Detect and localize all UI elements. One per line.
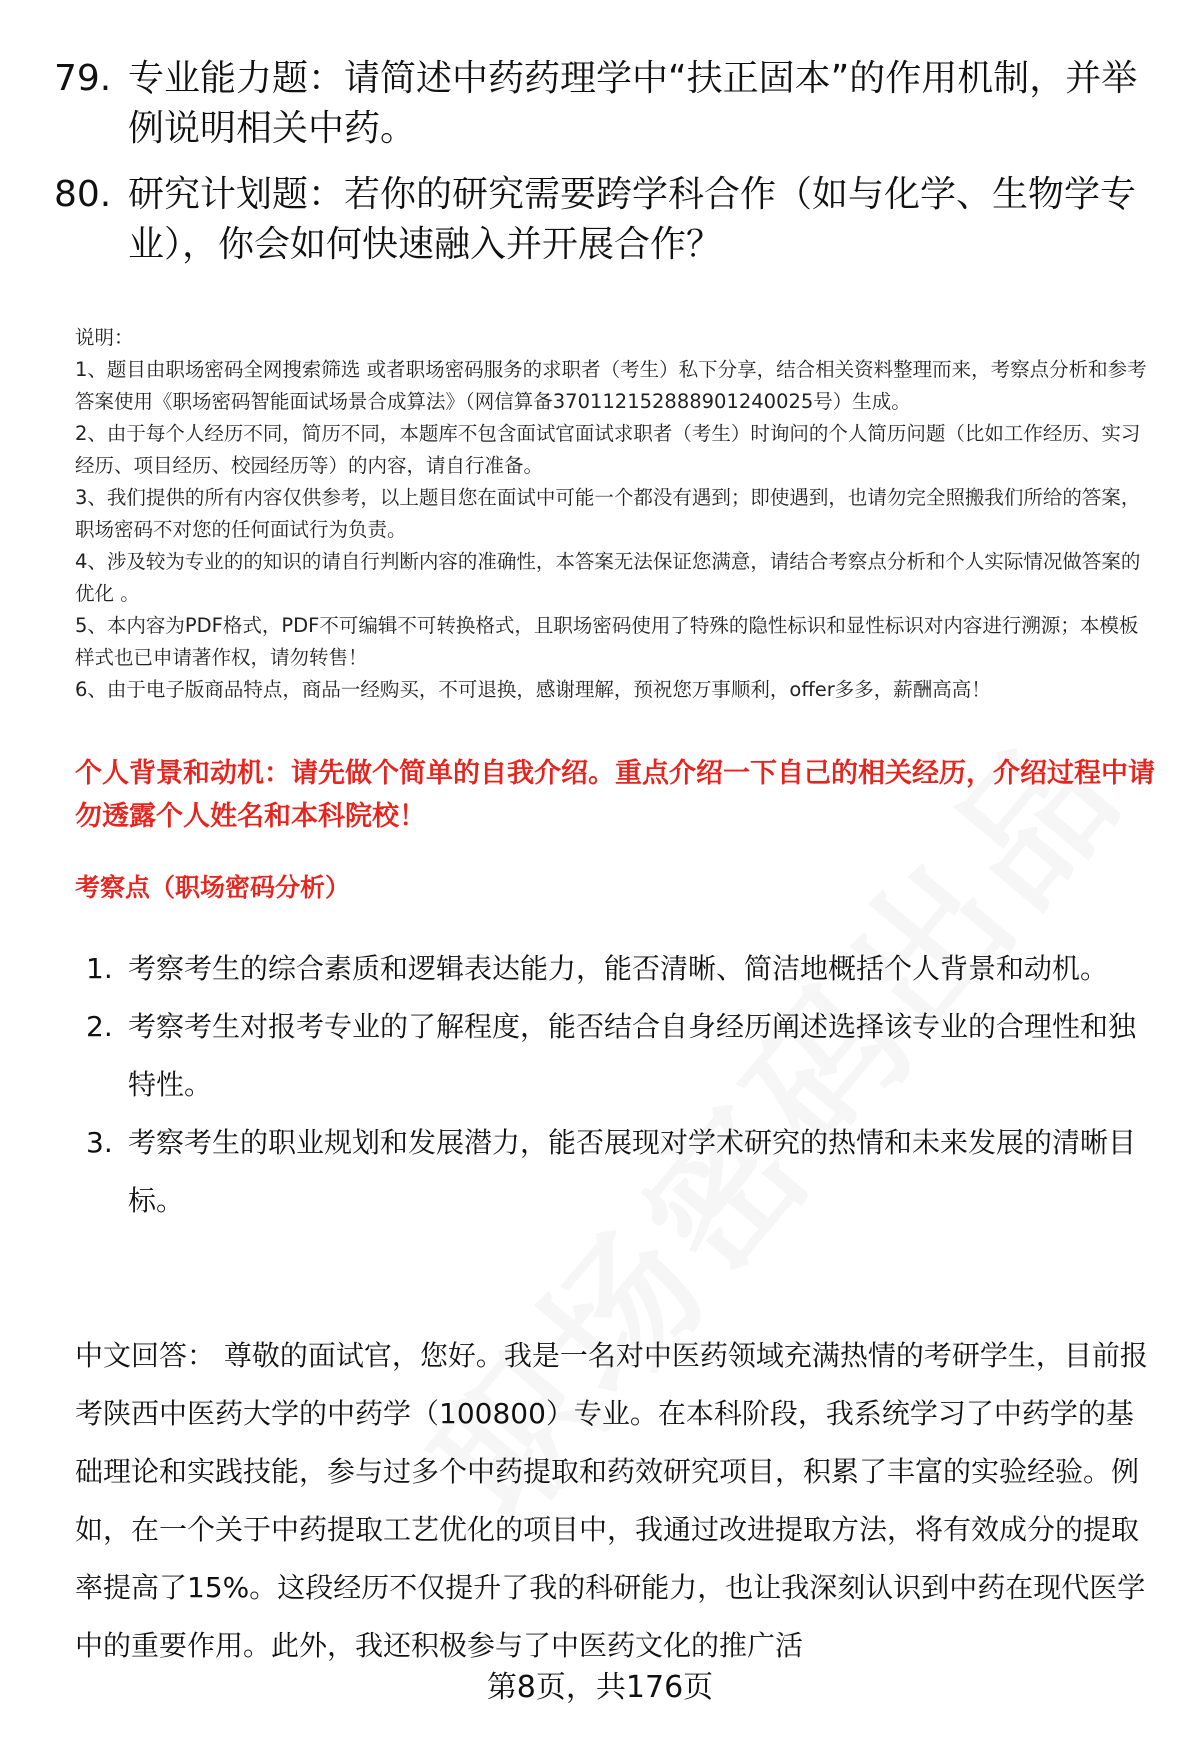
note-item: 6、由于电子版商品特点，商品一经购买，不可退换，感谢理解，预祝您万事顺利，offer多多，薪酬高高！	[75, 678, 991, 701]
question-number: 80.	[54, 174, 112, 215]
point-text: 考察考生对报考专业的了解程度，能否结合自身经历阐述选择该专业的合理性和独特性。	[128, 1010, 1137, 1101]
point-text: 考察考生的职业规划和发展潜力，能否展现对学术研究的热情和未来发展的清晰目标。	[128, 1126, 1137, 1217]
answer-text: 中文回答： 尊敬的面试官，您好。我是一名对中医药领域充满热情的考研学生，目前报考陕西中医药大学的中药学（100800）专业。在本科阶段，我系统学习了中药学的基础理论和实践技能，参与过多个中药提取和药效研究项目，积累了丰富的实验经验。例如，在一个关于中药提取工艺优化的项目中，我通过改进提取方法，将有效成分的提取率提高了15%。这段经历不仅提升了我的科研能力，也让我深刻认识到中药在现代医学中的重要作用。此外，我还积极参与了中医药文化的推广活	[75, 1339, 1148, 1662]
point-text: 考察考生的综合素质和逻辑表达能力，能否清晰、简洁地概括个人背景和动机。	[128, 952, 1109, 985]
analysis-point	[86, 998, 1146, 1114]
question-80	[54, 170, 1144, 270]
note-item: 5、本内容为PDF格式，PDF不可编辑不可转换格式，且职场密码使用了特殊的隐性标识和显性标识对内容进行溯源；本模板样式也已申请著作权，请勿转售！	[75, 614, 1139, 669]
analysis-heading: 考察点（职场密码分析）	[75, 873, 351, 902]
notes-block	[75, 322, 1155, 706]
question-number: 79.	[54, 58, 112, 99]
note-item: 2、由于每个人经历不同，简历不同，本题库不包含面试官面试求职者（考生）时询问的个人简历问题（比如工作经历、实习经历、项目经历、校园经历等）的内容，请自行准备。	[75, 422, 1141, 477]
point-number: 3.	[86, 1126, 113, 1159]
question-text: 研究计划题：若你的研究需要跨学科合作（如与化学、生物学专业），你会如何快速融入并开展合作？	[128, 174, 1137, 265]
analysis-point	[86, 1114, 1146, 1230]
note-item: 4、涉及较为专业的的知识的请自行判断内容的准确性，本答案无法保证您满意，请结合考察点分析和个人实际情况做答案的优化 。	[75, 550, 1141, 605]
point-number: 2.	[86, 1010, 113, 1043]
note-item: 3、我们提供的所有内容仅供参考，以上题目您在面试中可能一个都没有遇到；即使遇到，也请勿完全照搬我们所给的答案，职场密码不对您的任何面试行为负责。	[75, 486, 1141, 541]
notes-title: 说明：	[75, 326, 134, 349]
question-79	[54, 54, 1144, 154]
analysis-point	[86, 940, 1146, 998]
analysis-points	[86, 940, 1146, 1230]
page-footer: 第8页，共176页	[486, 1670, 714, 1705]
section-heading: 个人背景和动机：请先做个简单的自我介绍。重点介绍一下自己的相关经历，介绍过程中请勿透露个人姓名和本科院校！	[75, 758, 1155, 832]
question-text: 专业能力题：请简述中药药理学中“扶正固本”的作用机制，并举例说明相关中药。	[128, 58, 1138, 149]
note-item: 1、题目由职场密码全网搜索筛选 或者职场密码服务的求职者（考生）私下分享，结合相关资料整理而来，考察点分析和参考答案使用《职场密码智能面试场景合成算法》（网信算备370112152888901240025号）生成。	[75, 358, 1147, 413]
point-number: 1.	[86, 952, 113, 985]
